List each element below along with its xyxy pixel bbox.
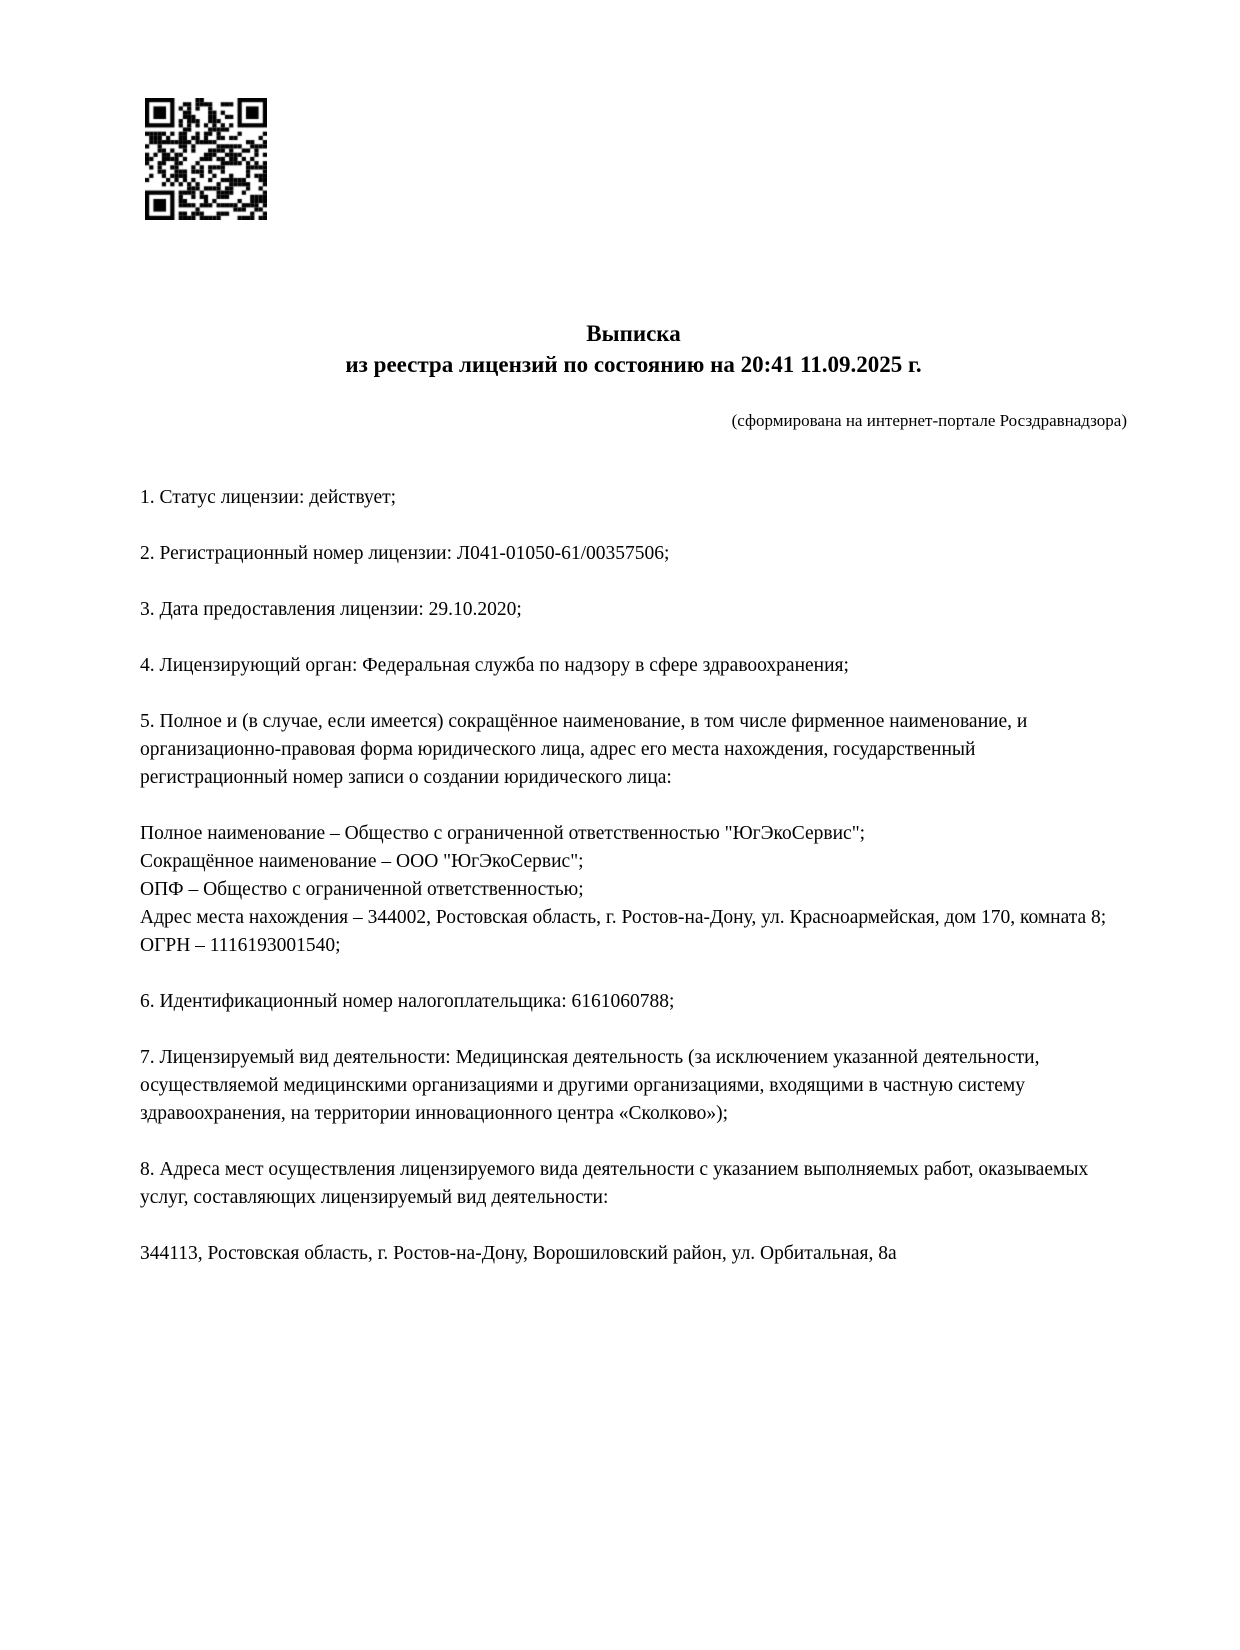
org-address: Адрес места нахождения – 344002, Ростовская область, г. Ростов-на-Дону, ул. Красноармейская, дом 170, комната 8; — [140, 907, 1107, 928]
paragraph-licensing-authority: 4. Лицензирующий орган: Федеральная служба по надзору в сфере здравоохранения; — [140, 655, 849, 676]
title-line-2: из реестра лицензий по состоянию на 20:41 11.09.2025 г. — [345, 352, 922, 377]
document-body — [140, 484, 1127, 1268]
paragraph-activity-addresses-heading: 8. Адреса мест осуществления лицензируемого вида деятельности с указанием выполняемых работ, оказываемых услуг, составляющих лицензируемый вид деятельности: — [140, 1159, 1089, 1208]
org-full-name: Полное наименование – Общество с ограниченной ответственностью "ЮгЭкоСервис"; — [140, 823, 866, 844]
paragraph-registration-number: 2. Регистрационный номер лицензии: Л041-01050-61/00357506; — [140, 543, 670, 564]
paragraph-licensed-activity: 7. Лицензируемый вид деятельности: Медицинская деятельность (за исключением указанной деятельности, осуществляемой медицинскими организациями и другими организациями, входящими в частную систему здравоохранения, на территории инновационного центра «Сколково»); — [140, 1047, 1040, 1124]
org-legal-form: ОПФ – Общество с ограниченной ответственностью; — [140, 879, 584, 900]
org-details-block — [140, 820, 1127, 960]
paragraph-org-info-heading: 5. Полное и (в случае, если имеется) сокращённое наименование, в том числе фирменное наименование, и организационно-правовая форма юридического лица, адрес его места нахождения, государственный регистрационный номер записи о создании юридического лица: — [140, 711, 1028, 788]
document-subtitle: (сформирована на интернет-портале Росздравнадзора) — [731, 411, 1127, 430]
document-title — [140, 318, 1127, 380]
document-content — [140, 0, 1127, 1268]
paragraph-inn: 6. Идентификационный номер налогоплательщика: 6161060788; — [140, 991, 675, 1012]
paragraph-activity-address: 344113, Ростовская область, г. Ростов-на-Дону, Ворошиловский район, ул. Орбитальная, 8а — [140, 1243, 897, 1264]
paragraph-license-status: 1. Статус лицензии: действует; — [140, 487, 397, 508]
org-short-name: Сокращённое наименование – ООО "ЮгЭкоСервис"; — [140, 851, 584, 872]
paragraph-license-date: 3. Дата предоставления лицензии: 29.10.2020; — [140, 599, 522, 620]
org-ogrn: ОГРН – 1116193001540; — [140, 935, 341, 956]
title-line-1: Выписка — [586, 321, 681, 346]
